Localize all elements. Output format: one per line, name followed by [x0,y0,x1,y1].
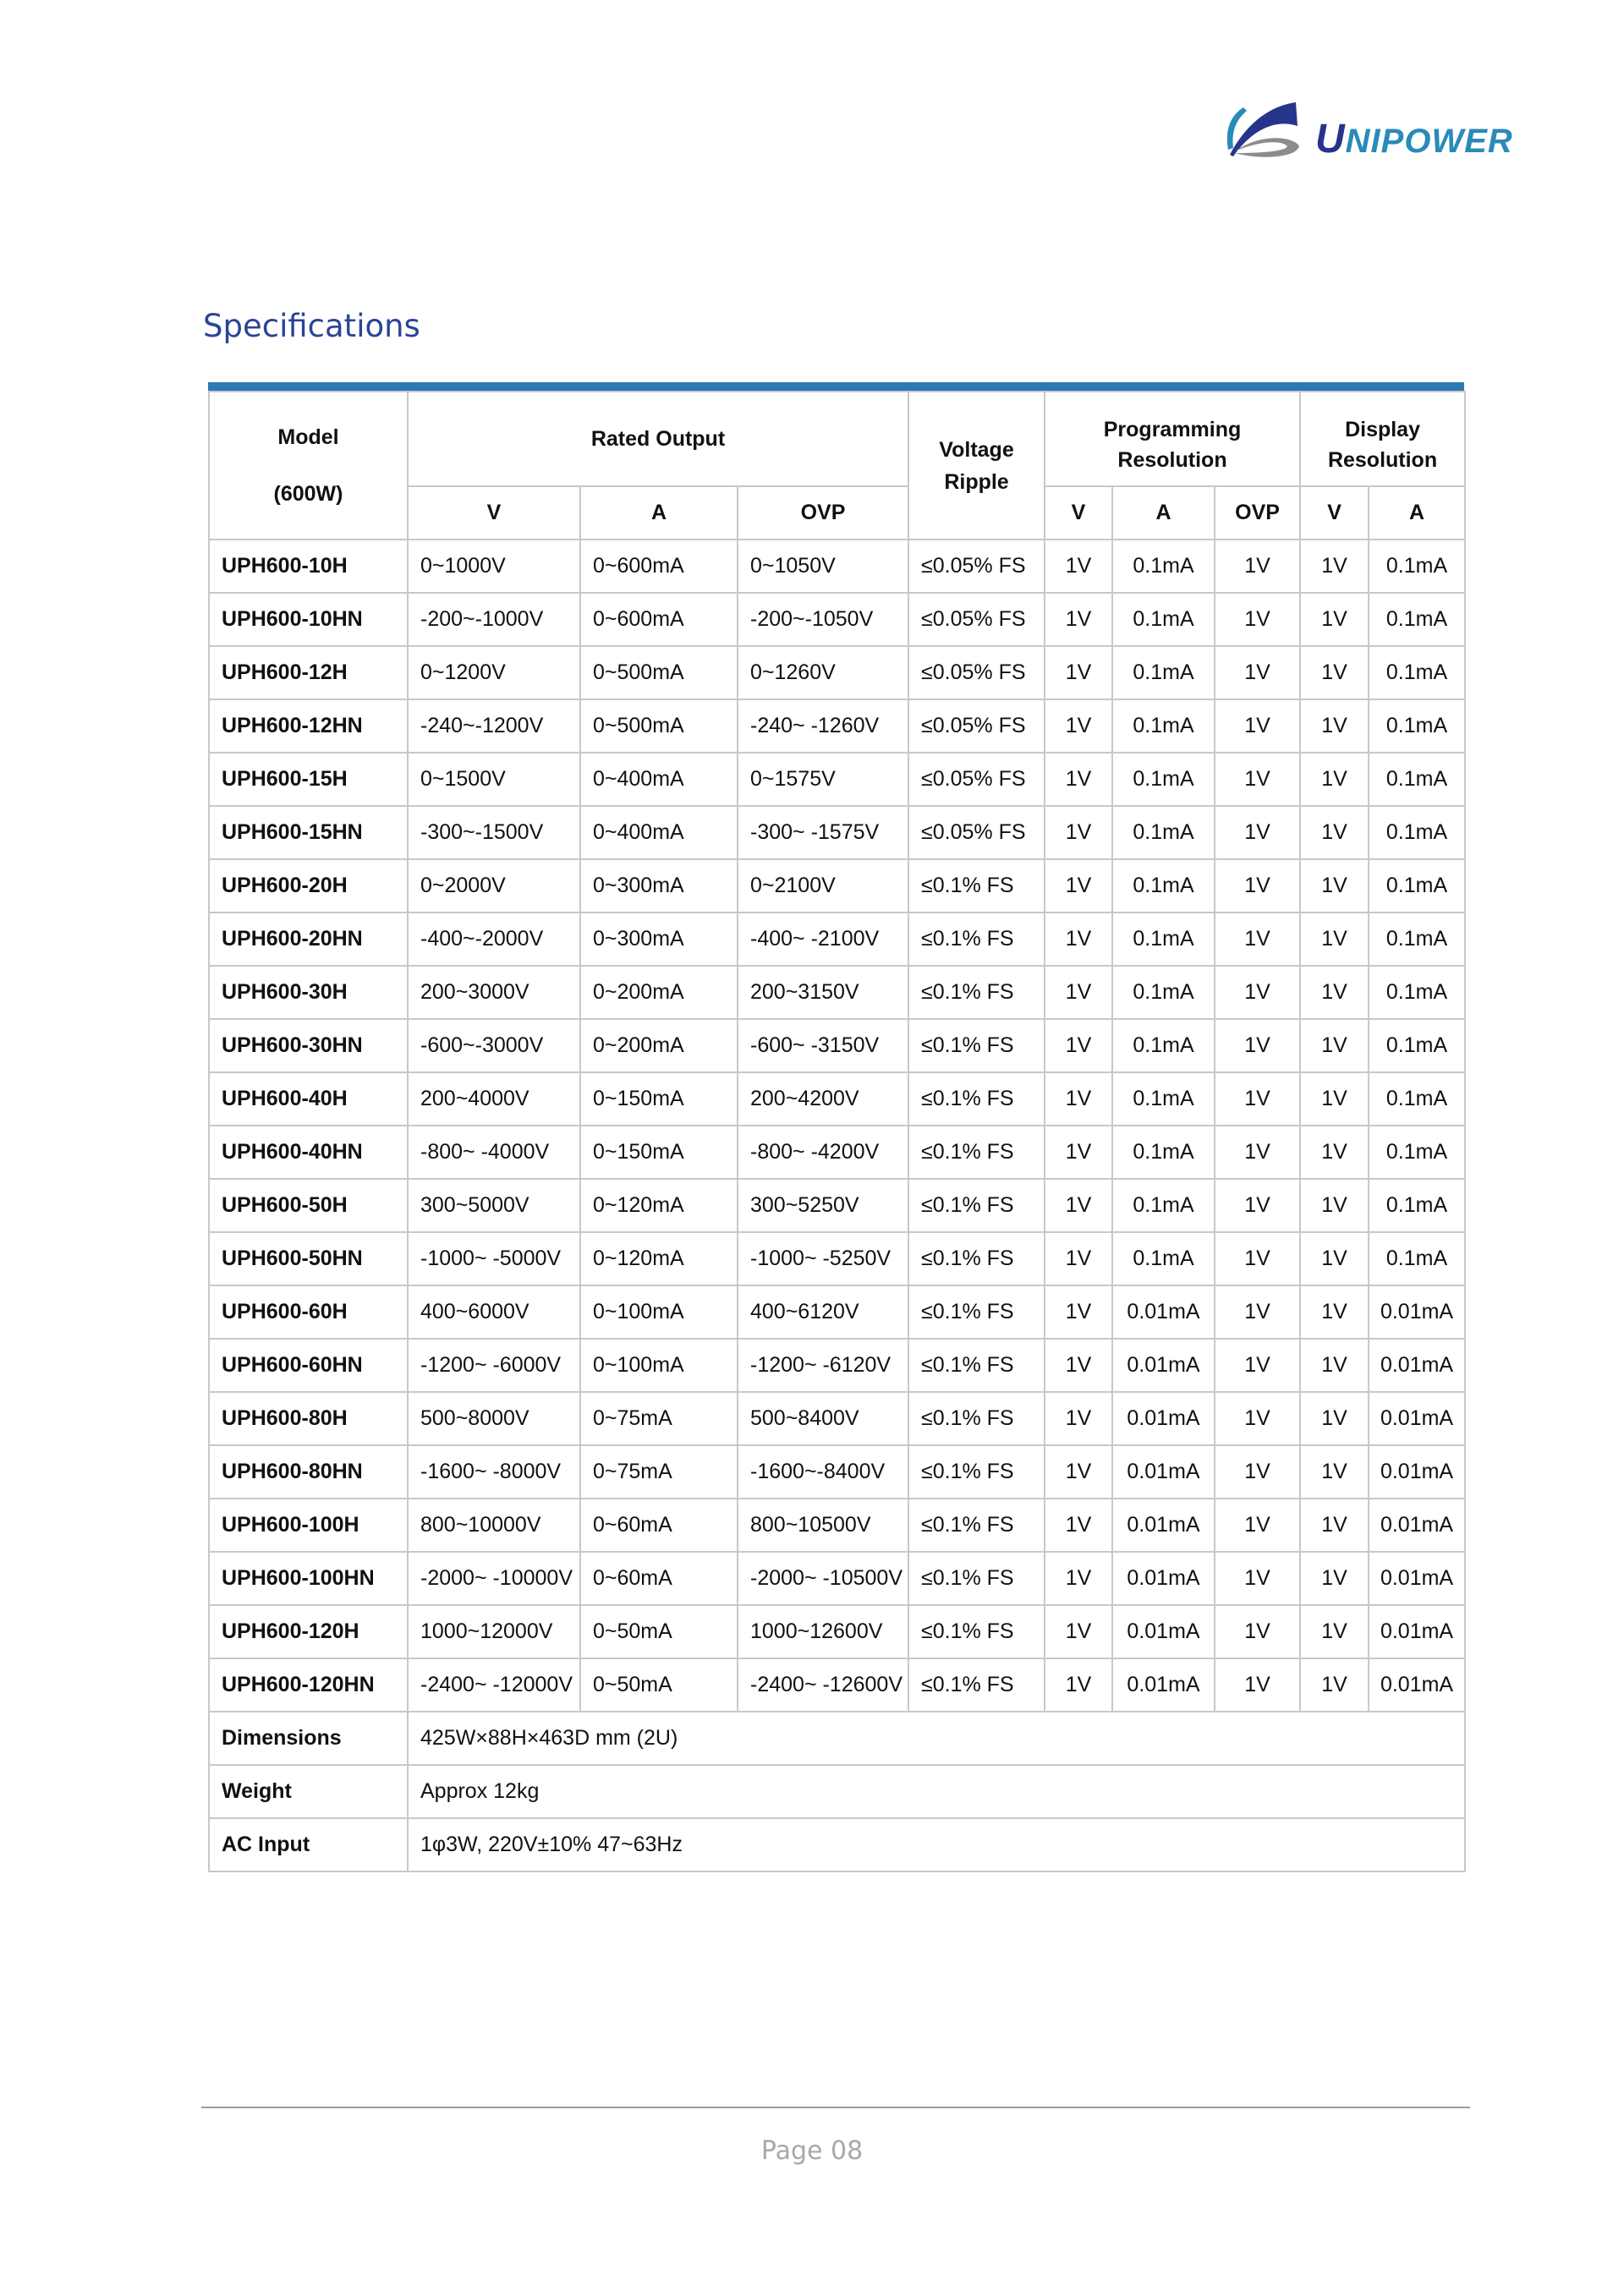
cell-rated-a: 0~75mA [580,1392,738,1445]
cell-prog-a: 0.1mA [1112,806,1215,859]
cell-disp-a: 0.1mA [1369,1072,1465,1126]
cell-prog-a: 0.1mA [1112,1232,1215,1285]
cell-rated-a: 0~120mA [580,1179,738,1232]
cell-rated-ovp: -600~ -3150V [738,1019,908,1072]
cell-model: UPH600-60H [209,1285,408,1339]
cell-disp-a: 0.01mA [1369,1285,1465,1339]
table-row [209,753,1465,806]
cell-disp-a: 0.01mA [1369,1339,1465,1392]
cell-rated-ovp: -2000~ -10500V [738,1552,908,1605]
cell-model: UPH600-30H [209,966,408,1019]
cell-spec-label: AC Input [209,1818,408,1871]
cell-model: UPH600-12H [209,646,408,699]
cell-disp-v: 1V [1300,1019,1369,1072]
table-row [209,1285,1465,1339]
cell-rated-a: 0~60mA [580,1499,738,1552]
cell-prog-ovp: 1V [1215,593,1300,646]
cell-prog-ovp: 1V [1215,1339,1300,1392]
cell-rated-v: 500~8000V [408,1392,580,1445]
header-prog-v: V [1045,486,1112,540]
cell-prog-ovp: 1V [1215,1019,1300,1072]
cell-prog-a: 0.01mA [1112,1552,1215,1605]
cell-prog-v: 1V [1045,966,1112,1019]
cell-rated-a: 0~200mA [580,966,738,1019]
cell-disp-a: 0.1mA [1369,1179,1465,1232]
cell-prog-v: 1V [1045,1019,1112,1072]
cell-rated-v: 0~1200V [408,646,580,699]
cell-rated-ovp: -300~ -1575V [738,806,908,859]
footer-divider [201,2107,1470,2108]
cell-disp-v: 1V [1300,540,1369,593]
table-row [209,1658,1465,1712]
cell-disp-a: 0.1mA [1369,859,1465,912]
cell-disp-a: 0.1mA [1369,966,1465,1019]
cell-rated-a: 0~500mA [580,699,738,753]
cell-prog-ovp: 1V [1215,540,1300,593]
cell-rated-a: 0~100mA [580,1339,738,1392]
header-model-label: Model [277,425,339,449]
cell-disp-v: 1V [1300,1179,1369,1232]
header-voltage-ripple-label: Voltage Ripple [939,437,1014,494]
table-row [209,593,1465,646]
cell-rated-a: 0~50mA [580,1605,738,1658]
cell-model: UPH600-100HN [209,1552,408,1605]
unipower-logo [1218,97,1513,165]
header-prog-a: A [1112,486,1215,540]
header-rated-v: V [408,486,580,540]
cell-rated-v: 400~6000V [408,1285,580,1339]
cell-disp-a: 0.01mA [1369,1392,1465,1445]
cell-prog-ovp: 1V [1215,912,1300,966]
cell-rated-a: 0~150mA [580,1072,738,1126]
cell-prog-a: 0.1mA [1112,859,1215,912]
cell-rated-ovp: 0~2100V [738,859,908,912]
cell-prog-v: 1V [1045,540,1112,593]
cell-model: UPH600-50HN [209,1232,408,1285]
cell-spec-label: Dimensions [209,1712,408,1765]
cell-model: UPH600-10H [209,540,408,593]
cell-voltage-ripple: ≤0.1% FS [908,1605,1045,1658]
cell-disp-a: 0.1mA [1369,593,1465,646]
cell-rated-a: 0~400mA [580,753,738,806]
cell-prog-v: 1V [1045,646,1112,699]
cell-model: UPH600-120HN [209,1658,408,1712]
cell-prog-v: 1V [1045,1232,1112,1285]
cell-disp-a: 0.01mA [1369,1605,1465,1658]
cell-disp-v: 1V [1300,646,1369,699]
cell-rated-ovp: -400~ -2100V [738,912,908,966]
cell-voltage-ripple: ≤0.1% FS [908,1339,1045,1392]
header-programming-resolution-label: Programming Resolution [1103,418,1242,472]
cell-rated-v: -600~-3000V [408,1019,580,1072]
header-display-resolution-label: Display Resolution [1327,418,1438,472]
cell-model: UPH600-40H [209,1072,408,1126]
cell-voltage-ripple: ≤0.1% FS [908,1072,1045,1126]
cell-rated-ovp: -800~ -4200V [738,1126,908,1179]
cell-rated-ovp: -1200~ -6120V [738,1339,908,1392]
cell-disp-v: 1V [1300,753,1369,806]
table-row [209,1499,1465,1552]
cell-prog-a: 0.1mA [1112,912,1215,966]
cell-disp-a: 0.1mA [1369,699,1465,753]
table-row [209,966,1465,1019]
cell-voltage-ripple: ≤0.1% FS [908,1126,1045,1179]
header-prog-ovp: OVP [1215,486,1300,540]
cell-disp-v: 1V [1300,1126,1369,1179]
header-model-sub: (600W) [273,481,343,506]
cell-prog-a: 0.01mA [1112,1285,1215,1339]
cell-rated-v: 200~3000V [408,966,580,1019]
cell-disp-a: 0.1mA [1369,646,1465,699]
cell-model: UPH600-15HN [209,806,408,859]
cell-disp-v: 1V [1300,859,1369,912]
table-row [209,1179,1465,1232]
cell-voltage-ripple: ≤0.1% FS [908,966,1045,1019]
cell-voltage-ripple: ≤0.1% FS [908,859,1045,912]
cell-rated-ovp: 200~3150V [738,966,908,1019]
table-row [209,1339,1465,1392]
cell-prog-ovp: 1V [1215,1072,1300,1126]
cell-rated-v: -800~ -4000V [408,1126,580,1179]
cell-prog-a: 0.1mA [1112,593,1215,646]
cell-prog-a: 0.1mA [1112,1179,1215,1232]
logo-swoosh-icon [1218,97,1311,165]
cell-prog-a: 0.01mA [1112,1499,1215,1552]
cell-spec-value: Approx 12kg [408,1765,1465,1818]
cell-prog-a: 0.1mA [1112,540,1215,593]
cell-rated-ovp: 800~10500V [738,1499,908,1552]
cell-rated-a: 0~400mA [580,806,738,859]
cell-voltage-ripple: ≤0.05% FS [908,593,1045,646]
cell-disp-v: 1V [1300,1658,1369,1712]
cell-voltage-ripple: ≤0.05% FS [908,646,1045,699]
header-rated-output: Rated Output [408,392,908,486]
cell-disp-v: 1V [1300,699,1369,753]
cell-disp-a: 0.01mA [1369,1658,1465,1712]
cell-disp-v: 1V [1300,966,1369,1019]
cell-rated-v: -2000~ -10000V [408,1552,580,1605]
cell-disp-a: 0.1mA [1369,1126,1465,1179]
cell-prog-v: 1V [1045,1499,1112,1552]
cell-prog-v: 1V [1045,1285,1112,1339]
cell-prog-ovp: 1V [1215,699,1300,753]
cell-rated-v: -400~-2000V [408,912,580,966]
cell-disp-v: 1V [1300,593,1369,646]
cell-prog-v: 1V [1045,1392,1112,1445]
cell-rated-a: 0~150mA [580,1126,738,1179]
table-row-general [209,1818,1465,1871]
cell-disp-v: 1V [1300,1445,1369,1499]
cell-rated-ovp: -240~ -1260V [738,699,908,753]
cell-rated-v: 0~2000V [408,859,580,912]
cell-prog-ovp: 1V [1215,1552,1300,1605]
cell-prog-v: 1V [1045,859,1112,912]
cell-disp-a: 0.1mA [1369,1232,1465,1285]
cell-prog-ovp: 1V [1215,1232,1300,1285]
cell-rated-a: 0~100mA [580,1285,738,1339]
table-row [209,1552,1465,1605]
cell-rated-v: 1000~12000V [408,1605,580,1658]
cell-prog-v: 1V [1045,753,1112,806]
cell-model: UPH600-30HN [209,1019,408,1072]
cell-model: UPH600-12HN [209,699,408,753]
cell-prog-a: 0.01mA [1112,1339,1215,1392]
cell-prog-ovp: 1V [1215,646,1300,699]
table-row-general [209,1765,1465,1818]
cell-prog-v: 1V [1045,1179,1112,1232]
cell-model: UPH600-100H [209,1499,408,1552]
cell-rated-v: -240~-1200V [408,699,580,753]
cell-prog-a: 0.01mA [1112,1605,1215,1658]
cell-rated-ovp: 400~6120V [738,1285,908,1339]
cell-disp-v: 1V [1300,1339,1369,1392]
page-number: Page 08 [760,2136,864,2166]
table-row [209,646,1465,699]
cell-model: UPH600-20H [209,859,408,912]
cell-disp-v: 1V [1300,1552,1369,1605]
cell-prog-a: 0.01mA [1112,1445,1215,1499]
cell-rated-a: 0~300mA [580,859,738,912]
cell-prog-ovp: 1V [1215,859,1300,912]
table-row [209,699,1465,753]
cell-voltage-ripple: ≤0.1% FS [908,1232,1045,1285]
cell-voltage-ripple: ≤0.1% FS [908,1285,1045,1339]
table-row [209,912,1465,966]
cell-prog-ovp: 1V [1215,753,1300,806]
cell-prog-v: 1V [1045,1126,1112,1179]
cell-voltage-ripple: ≤0.05% FS [908,806,1045,859]
cell-disp-v: 1V [1300,1499,1369,1552]
cell-model: UPH600-10HN [209,593,408,646]
cell-voltage-ripple: ≤0.05% FS [908,753,1045,806]
cell-rated-ovp: 0~1050V [738,540,908,593]
table-row-general [209,1712,1465,1765]
cell-prog-ovp: 1V [1215,1605,1300,1658]
cell-prog-v: 1V [1045,1339,1112,1392]
cell-model: UPH600-60HN [209,1339,408,1392]
cell-rated-ovp: -1600~-8400V [738,1445,908,1499]
cell-model: UPH600-80HN [209,1445,408,1499]
cell-prog-v: 1V [1045,1605,1112,1658]
cell-prog-a: 0.1mA [1112,699,1215,753]
cell-rated-a: 0~200mA [580,1019,738,1072]
cell-prog-v: 1V [1045,1072,1112,1126]
cell-spec-value: 1φ3W, 220V±10% 47~63Hz [408,1818,1465,1871]
cell-prog-v: 1V [1045,1552,1112,1605]
cell-prog-ovp: 1V [1215,1126,1300,1179]
cell-voltage-ripple: ≤0.1% FS [908,912,1045,966]
cell-rated-a: 0~60mA [580,1552,738,1605]
cell-voltage-ripple: ≤0.1% FS [908,1445,1045,1499]
cell-prog-v: 1V [1045,806,1112,859]
cell-voltage-ripple: ≤0.1% FS [908,1658,1045,1712]
cell-rated-v: -1600~ -8000V [408,1445,580,1499]
cell-rated-v: -1000~ -5000V [408,1232,580,1285]
cell-rated-v: 0~1000V [408,540,580,593]
cell-prog-ovp: 1V [1215,806,1300,859]
cell-disp-a: 0.1mA [1369,1019,1465,1072]
table-body [209,540,1465,1871]
cell-rated-a: 0~120mA [580,1232,738,1285]
cell-prog-ovp: 1V [1215,1392,1300,1445]
cell-voltage-ripple: ≤0.1% FS [908,1019,1045,1072]
cell-prog-a: 0.01mA [1112,1658,1215,1712]
cell-prog-a: 0.1mA [1112,646,1215,699]
cell-model: UPH600-50H [209,1179,408,1232]
cell-rated-v: 200~4000V [408,1072,580,1126]
cell-rated-v: -200~-1000V [408,593,580,646]
table-row [209,540,1465,593]
header-model [209,392,408,540]
table-row [209,1072,1465,1126]
cell-voltage-ripple: ≤0.1% FS [908,1499,1045,1552]
cell-prog-v: 1V [1045,699,1112,753]
cell-prog-a: 0.1mA [1112,753,1215,806]
page-title: Specifications [203,308,420,344]
cell-disp-a: 0.1mA [1369,540,1465,593]
cell-disp-v: 1V [1300,1392,1369,1445]
cell-spec-label: Weight [209,1765,408,1818]
cell-disp-v: 1V [1300,1605,1369,1658]
cell-prog-ovp: 1V [1215,966,1300,1019]
specifications-table [208,391,1466,1872]
cell-disp-v: 1V [1300,1072,1369,1126]
logo-text: UNIPOWER [1315,117,1513,162]
cell-rated-a: 0~50mA [580,1658,738,1712]
cell-rated-a: 0~300mA [580,912,738,966]
cell-model: UPH600-120H [209,1605,408,1658]
table-row [209,1445,1465,1499]
table-row [209,1126,1465,1179]
header-disp-v: V [1300,486,1369,540]
cell-disp-a: 0.1mA [1369,806,1465,859]
table-row [209,806,1465,859]
cell-model: UPH600-20HN [209,912,408,966]
cell-prog-ovp: 1V [1215,1285,1300,1339]
table-row [209,1605,1465,1658]
cell-disp-a: 0.01mA [1369,1499,1465,1552]
cell-disp-a: 0.01mA [1369,1445,1465,1499]
cell-disp-a: 0.1mA [1369,912,1465,966]
table-row [209,1392,1465,1445]
cell-disp-a: 0.01mA [1369,1552,1465,1605]
cell-rated-ovp: 0~1575V [738,753,908,806]
cell-rated-ovp: -2400~ -12600V [738,1658,908,1712]
cell-prog-v: 1V [1045,1445,1112,1499]
cell-prog-v: 1V [1045,912,1112,966]
cell-disp-v: 1V [1300,912,1369,966]
header-voltage-ripple [908,392,1045,540]
cell-rated-v: 800~10000V [408,1499,580,1552]
table-row [209,1232,1465,1285]
cell-rated-ovp: 1000~12600V [738,1605,908,1658]
cell-model: UPH600-40HN [209,1126,408,1179]
cell-rated-ovp: -200~-1050V [738,593,908,646]
cell-spec-value: 425W×88H×463D mm (2U) [408,1712,1465,1765]
cell-rated-v: -1200~ -6000V [408,1339,580,1392]
cell-prog-v: 1V [1045,1658,1112,1712]
cell-disp-v: 1V [1300,1232,1369,1285]
cell-voltage-ripple: ≤0.1% FS [908,1392,1045,1445]
cell-rated-v: 300~5000V [408,1179,580,1232]
cell-rated-ovp: 300~5250V [738,1179,908,1232]
cell-prog-ovp: 1V [1215,1445,1300,1499]
cell-voltage-ripple: ≤0.1% FS [908,1179,1045,1232]
table-top-bar [208,382,1464,391]
cell-rated-a: 0~75mA [580,1445,738,1499]
cell-disp-v: 1V [1300,806,1369,859]
cell-prog-a: 0.1mA [1112,1126,1215,1179]
cell-rated-ovp: 500~8400V [738,1392,908,1445]
cell-prog-a: 0.1mA [1112,1019,1215,1072]
cell-disp-a: 0.1mA [1369,753,1465,806]
cell-voltage-ripple: ≤0.05% FS [908,699,1045,753]
table-row [209,859,1465,912]
header-display-resolution [1300,392,1465,486]
cell-rated-a: 0~600mA [580,540,738,593]
cell-rated-ovp: -1000~ -5250V [738,1232,908,1285]
cell-rated-v: 0~1500V [408,753,580,806]
header-rated-a: A [580,486,738,540]
cell-prog-v: 1V [1045,593,1112,646]
cell-rated-v: -300~-1500V [408,806,580,859]
cell-prog-ovp: 1V [1215,1179,1300,1232]
table-row [209,1019,1465,1072]
cell-prog-a: 0.01mA [1112,1392,1215,1445]
cell-prog-ovp: 1V [1215,1658,1300,1712]
cell-rated-a: 0~600mA [580,593,738,646]
cell-rated-ovp: 0~1260V [738,646,908,699]
cell-rated-v: -2400~ -12000V [408,1658,580,1712]
cell-voltage-ripple: ≤0.05% FS [908,540,1045,593]
cell-prog-a: 0.1mA [1112,966,1215,1019]
header-disp-a: A [1369,486,1465,540]
cell-rated-a: 0~500mA [580,646,738,699]
cell-voltage-ripple: ≤0.1% FS [908,1552,1045,1605]
cell-prog-ovp: 1V [1215,1499,1300,1552]
cell-disp-v: 1V [1300,1285,1369,1339]
cell-model: UPH600-80H [209,1392,408,1445]
cell-prog-a: 0.1mA [1112,1072,1215,1126]
cell-rated-ovp: 200~4200V [738,1072,908,1126]
cell-model: UPH600-15H [209,753,408,806]
header-rated-ovp: OVP [738,486,908,540]
header-programming-resolution [1045,392,1300,486]
